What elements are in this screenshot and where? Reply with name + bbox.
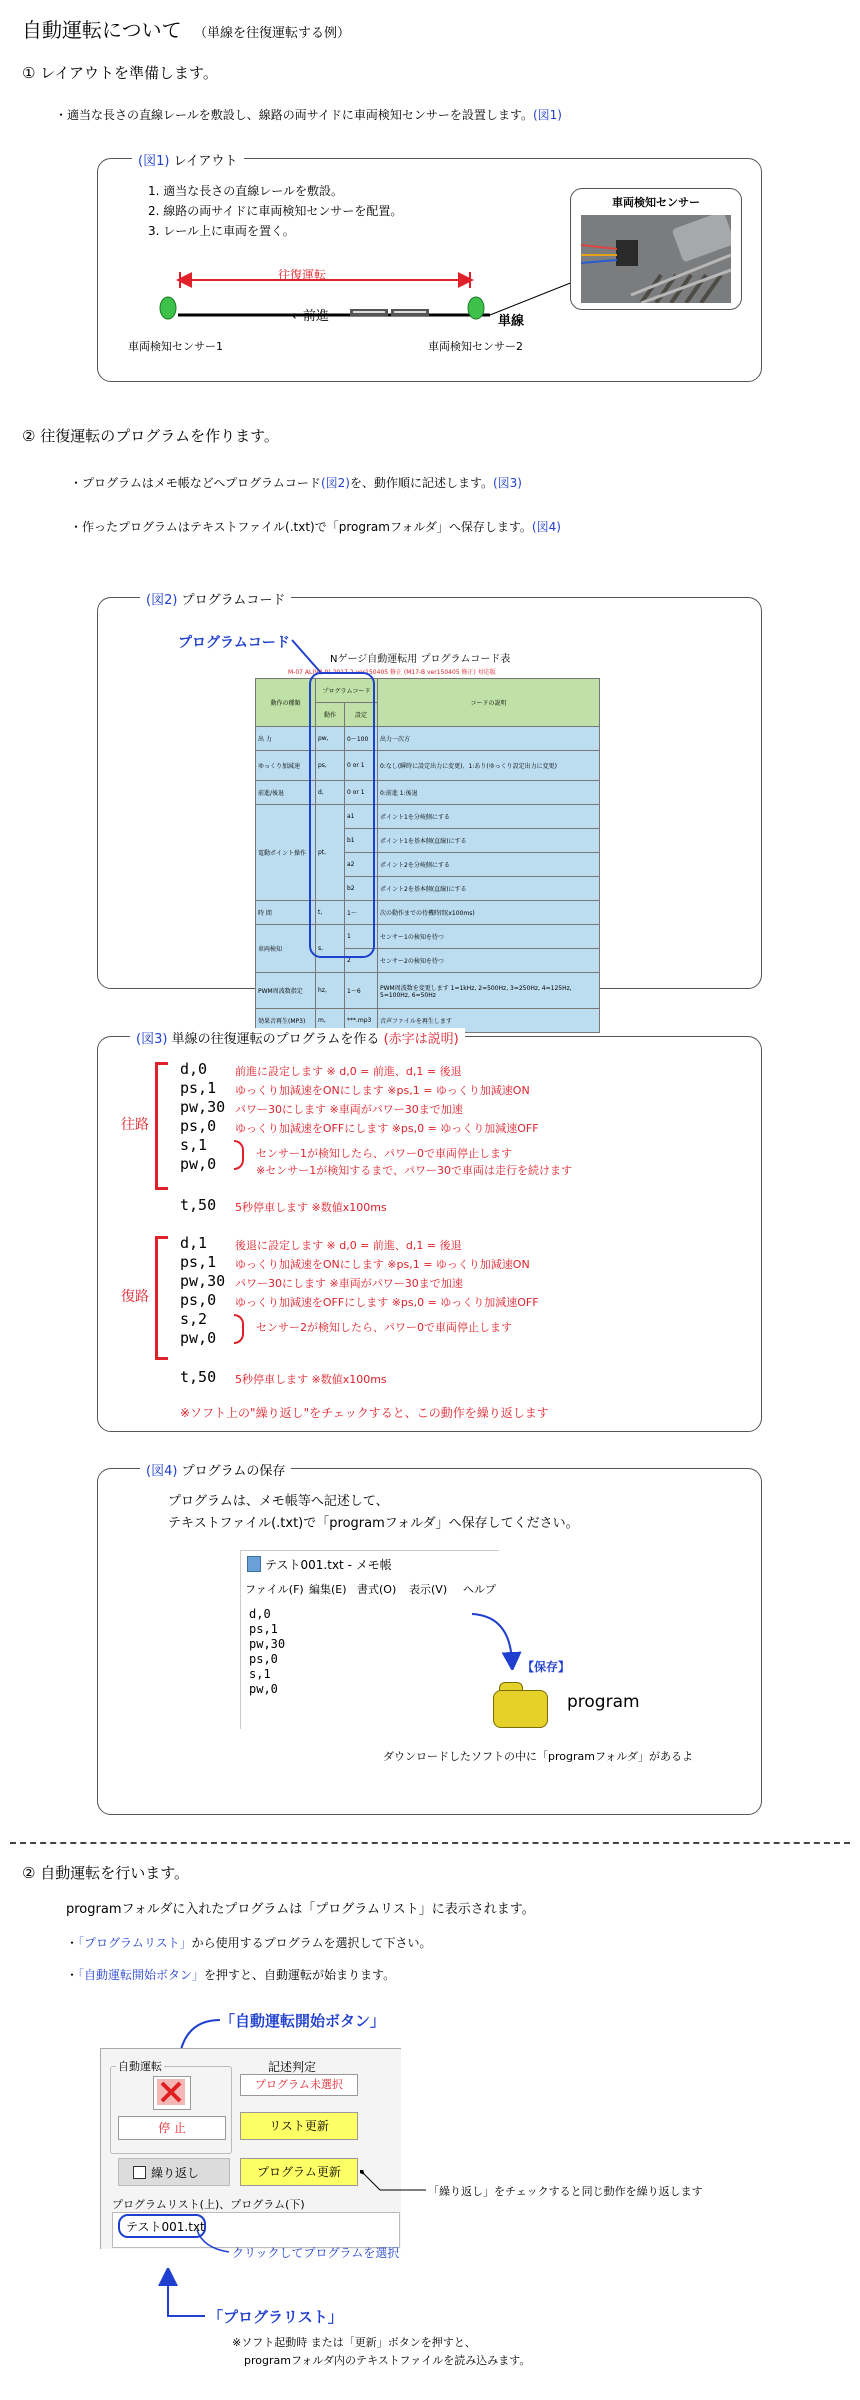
row-op: pt,	[316, 805, 345, 901]
code-line: pw,0	[180, 1155, 217, 1173]
th-val: 設定	[345, 703, 378, 727]
code-table-wrap	[255, 678, 600, 1033]
code-table	[255, 678, 600, 1033]
click-note: クリックしてプログラムを選択	[232, 2246, 400, 2260]
notepad-window	[240, 1550, 499, 1729]
folder-label: program	[567, 1692, 640, 1712]
sensor-photo	[581, 215, 731, 303]
fig4-line2: テキストファイル(.txt)で「programフォルダ」へ保存してください。	[168, 1516, 579, 1531]
fig3-legend	[130, 1028, 465, 1047]
section3-line1: programフォルダに入れたプログラムは「プログラムリスト」に表示されます。	[66, 1902, 535, 1917]
row-desc: 音声ファイルを再生します	[378, 1009, 600, 1033]
section2-bullet-2-text: ・作ったプログラムはテキストファイル(.txt)で「programフォルダ」へ保存します。	[70, 520, 532, 534]
outbound-bracket	[155, 1062, 168, 1190]
section1-bullet-text: ・適当な長さの直線レールを敷設し、線路の両サイドに車両検知センサーを設置します。	[55, 108, 533, 122]
forward-label: ←前進	[292, 309, 329, 324]
folder-icon	[493, 1682, 548, 1728]
repeat-label: 繰り返し	[151, 2166, 200, 2180]
title-sub: （単線を往復運転する例）	[193, 26, 350, 41]
fig1-legend-ref: (図1)	[138, 154, 170, 169]
start-button[interactable]	[153, 2076, 191, 2110]
code-column-highlight	[309, 672, 375, 958]
sensor2-label: 車両検知センサー2	[428, 340, 523, 353]
program-list-callout: 「プログラリスト」	[208, 2308, 343, 2326]
code-line: ps,1	[180, 1079, 217, 1097]
outbound-label: 往路	[121, 1117, 149, 1133]
repeat-checkbox[interactable]	[133, 2166, 146, 2179]
row-val: 1〜6	[345, 973, 378, 1009]
sensor1-icon	[160, 297, 176, 319]
code-line: pw,30	[180, 1272, 226, 1290]
section2-bullet-2	[70, 518, 561, 535]
notepad-line: ps,0	[249, 1652, 278, 1666]
row-val: a2	[345, 853, 378, 877]
sensor2-icon	[468, 297, 484, 319]
menu-format[interactable]: 書式(O)	[357, 1583, 397, 1596]
fig1-legend-label: レイアウト	[173, 154, 238, 169]
program-list-label: プログラムリスト(上)、プログラム(下)	[112, 2198, 305, 2211]
row-desc: ポイント1を基本側(直線)にする	[378, 829, 600, 853]
notepad-app-icon	[247, 1556, 261, 1572]
row-desc: 次の動作までの待機時間(x100ms)	[378, 901, 600, 925]
row-kind: ゆっくり加減速	[256, 751, 316, 781]
fig2-callout: プログラムコード	[178, 635, 290, 651]
row-desc: ポイント1を分岐側にする	[378, 805, 600, 829]
row-kind: 車両検知	[256, 925, 316, 973]
return-label: 復路	[121, 1289, 149, 1305]
section-divider	[10, 1842, 850, 1844]
section2-heading: ② 往復運転のプログラムを作ります。	[22, 427, 279, 445]
save-arrow	[470, 1610, 530, 1670]
code-desc: パワー30にします ※車両がパワー30まで加速	[235, 1103, 463, 1116]
section2-bullet-1	[70, 474, 522, 491]
code-line: ps,0	[180, 1291, 217, 1309]
row-val: b1	[345, 829, 378, 853]
status-label: 記述判定	[268, 2060, 317, 2074]
page-title	[22, 14, 350, 43]
section2-bullet-1-mid: を、動作順に記述します。	[349, 476, 493, 490]
th-kind: 動作の種類	[256, 679, 316, 727]
sensor-photo-frame	[570, 188, 742, 310]
row-val: 0〜100	[345, 727, 378, 751]
program-list-item[interactable]	[118, 2214, 206, 2238]
fig4-download-note: ダウンロードしたソフトの中に「programフォルダ」があるよ	[383, 1750, 693, 1763]
fig4-ref-link[interactable]: (図4)	[531, 520, 561, 534]
notepad-line: ps,1	[249, 1622, 278, 1636]
program-list-arrow	[150, 2268, 210, 2328]
row-val: a1	[345, 805, 378, 829]
row-op: t,	[316, 901, 345, 925]
code-table-title: Nゲージ自動運転用 プログラムコード表	[330, 654, 511, 665]
fig3-footer-note: ※ソフト上の"繰り返し"をチェックすると、この動作を繰り返します	[180, 1406, 549, 1420]
row-val: b2	[345, 877, 378, 901]
fig1-legend	[132, 150, 244, 169]
row-desc: ポイント2を分岐側にする	[378, 853, 600, 877]
section2-bullet-1-text: ・プログラムはメモ帳などへプログラムコード	[70, 476, 321, 490]
status-value: プログラム未選択	[240, 2074, 358, 2096]
fig1-step-1: 1. 適当な長さの直線レールを敷設。	[148, 184, 344, 198]
notepad-titlebar	[241, 1551, 499, 1575]
code-line: pw,0	[180, 1329, 217, 1347]
menu-edit[interactable]: 編集(E)	[309, 1583, 347, 1596]
row-val: ***.mp3	[345, 1009, 378, 1033]
code-line: s,2	[180, 1310, 208, 1328]
notepad-text[interactable]	[249, 1607, 285, 1697]
fig3-legend-ref: (図3)	[136, 1032, 168, 1047]
code-desc: ゆっくり加減速をONにします ※ps,1 = ゆっくり加減速ON	[235, 1258, 530, 1271]
program-list-link[interactable]: 「プログラムリスト」	[78, 1936, 192, 1950]
row-op: pw,	[316, 727, 345, 751]
fig2-ref-link[interactable]: (図2)	[320, 476, 350, 490]
code-line: t,50	[180, 1196, 217, 1214]
code-line: d,1	[180, 1234, 208, 1252]
update-program-button[interactable]: プログラム更新	[240, 2158, 358, 2186]
code-desc: 5秒停車します ※数値x100ms	[235, 1373, 387, 1386]
code-desc: ゆっくり加減速をOFFにします ※ps,0 = ゆっくり加減速OFF	[235, 1296, 539, 1309]
notepad-line: d,0	[249, 1607, 271, 1621]
row-desc: センサー1の検知を待つ	[378, 925, 600, 949]
return-bracket	[155, 1236, 168, 1360]
sensor-photo-title: 車両検知センサー	[612, 196, 700, 209]
code-desc: 前進に設定します ※ d,0 = 前進、d,1 = 後退	[235, 1065, 462, 1078]
row-desc: PWM周波数を変更します 1=1kHz, 2=500Hz, 3=250Hz, 4=125Hz, 5=100Hz, 6=50Hz	[378, 973, 600, 1009]
row-op: ps,	[316, 751, 345, 781]
notepad-line: s,1	[249, 1667, 271, 1681]
row-kind: PWM周波数指定	[256, 973, 316, 1009]
fig2-legend-label: プログラムコード	[181, 593, 286, 608]
row-val: 0 or 1	[345, 781, 378, 805]
row-kind: 電動ポイント操作	[256, 805, 316, 901]
click-note-line	[195, 2228, 235, 2258]
fig4-legend-ref: (図4)	[146, 1464, 178, 1479]
row-desc: 0:前進 1:後退	[378, 781, 600, 805]
row-desc: センサー2の検知を待つ	[378, 949, 600, 973]
fig3-legend-note: (赤字は説明)	[383, 1032, 459, 1047]
start-button-callout: 「自動運転開始ボタン」	[220, 2012, 386, 2030]
panel-note-2: programフォルダ内のテキストファイルを読み込みます。	[244, 2354, 531, 2367]
row-kind: 時 間	[256, 901, 316, 925]
refresh-list-button[interactable]: リスト更新	[240, 2112, 358, 2140]
fig1-ref-link[interactable]: (図1)	[532, 108, 562, 122]
repeat-checkbox-area[interactable]	[118, 2158, 230, 2186]
section3-heading: ② 自動運転を行います。	[22, 1864, 190, 1882]
row-desc: ポイント2を基本側(直線)にする	[378, 877, 600, 901]
menu-file[interactable]: ファイル(F)	[245, 1583, 304, 1596]
notepad-title: テスト001.txt - メモ帳	[265, 1558, 392, 1572]
row-val: 1	[345, 925, 378, 949]
start-button-icon	[157, 2079, 185, 2105]
notepad-line: pw,0	[249, 1682, 278, 1696]
auto-run-group-label: 自動運転	[118, 2060, 162, 2073]
row-op: s,	[316, 925, 345, 973]
row-op: d,	[316, 781, 345, 805]
title-main: 自動運転について	[22, 18, 182, 42]
sensor1-label: 車両検知センサー1	[128, 340, 223, 353]
code-desc: ゆっくり加減速をOFFにします ※ps,0 = ゆっくり加減速OFF	[235, 1122, 539, 1135]
note-sensor2: センサー2が検知したら、パワー0で車両停止します	[256, 1321, 512, 1334]
code-desc: パワー30にします ※車両がパワー30まで加速	[235, 1277, 463, 1290]
notepad-menubar	[241, 1581, 499, 1599]
fig4-legend-label: プログラムの保存	[181, 1464, 286, 1479]
row-desc: 出力一次方	[378, 727, 600, 751]
section1-heading: ① レイアウトを準備します。	[22, 64, 218, 82]
note-sensor1-continue: ※センサー1が検知するまで、パワー30で車両は走行を続けます	[256, 1164, 572, 1177]
row-desc: 0:なし(瞬時に設定出力に変更)、1:あり(ゆっくり設定出力に変更)	[378, 751, 600, 781]
code-table-subtitle: M-07 AL(V2.0) 2017.2 ver150405 修正 (M17-B ver150405 修正) 対応版	[288, 669, 496, 676]
fig3-legend-label: 単線の往復運転のプログラムを作る	[171, 1032, 380, 1047]
th-op: 動作	[316, 703, 345, 727]
row-kind: 効果音再生(MP3)	[256, 1009, 316, 1033]
code-line: ps,1	[180, 1253, 217, 1271]
code-line: t,50	[180, 1368, 217, 1386]
notepad-line: pw,30	[249, 1637, 286, 1651]
row-val: 2	[345, 949, 378, 973]
fig1-step-3: 3. レール上に車両を置く。	[148, 224, 295, 238]
section1-bullet	[55, 106, 562, 123]
repeat-note: 「繰り返し」をチェックすると同じ動作を繰り返します	[428, 2185, 703, 2198]
section3-bullet-2-text: を押すと、自動運転が始まります。	[204, 1968, 396, 1982]
menu-view[interactable]: 表示(V)	[409, 1583, 448, 1596]
auto-start-link[interactable]: 「自動運転開始ボタン」	[78, 1968, 205, 1982]
fig1-step-2: 2. 線路の両サイドに車両検知センサーを配置。	[148, 204, 403, 218]
th-desc: コードの説明	[378, 679, 600, 727]
row-val: 0 or 1	[345, 751, 378, 781]
row-val: 1〜	[345, 901, 378, 925]
section3-bullet-1-text: から使用するプログラムを選択して下さい。	[191, 1936, 432, 1950]
program-list-item-label: テスト001.txt	[126, 2220, 205, 2234]
code-line: pw,30	[180, 1098, 226, 1116]
row-op: m,	[316, 1009, 345, 1033]
fig4-line1: プログラムは、メモ帳等へ記述して、	[168, 1494, 389, 1509]
panel-note-1: ※ソフト起動時 または「更新」ボタンを押すと、	[232, 2336, 476, 2349]
row-kind: 出 力	[256, 727, 316, 751]
row-op: hz,	[316, 973, 345, 1009]
stop-button[interactable]: 停 止	[118, 2116, 226, 2140]
fig2-legend	[140, 589, 291, 608]
fig2-legend-ref: (図2)	[146, 593, 178, 608]
note-sensor1: センサー1が検知したら、パワー0で車両停止します	[256, 1147, 512, 1160]
code-line: ps,0	[180, 1117, 217, 1135]
repeat-note-arrow	[360, 2170, 430, 2200]
row-kind: 前進/後退	[256, 781, 316, 805]
th-code: プログラムコード	[316, 679, 378, 703]
save-label: 【保存】	[522, 1660, 571, 1674]
single-track-label: 単線	[498, 314, 525, 329]
fig3-ref-link[interactable]: (図3)	[492, 476, 522, 490]
code-line: s,1	[180, 1136, 208, 1154]
code-desc: ゆっくり加減速をONにします ※ps,1 = ゆっくり加減速ON	[235, 1084, 530, 1097]
menu-help[interactable]: ヘルプ	[463, 1583, 496, 1596]
code-line: d,0	[180, 1060, 208, 1078]
round-trip-label: 往復運転	[278, 268, 327, 282]
fig4-legend	[140, 1460, 291, 1479]
section3-bullet-2: ・「自動運転開始ボタン」を押すと、自動運転が始まります。	[66, 1968, 396, 1982]
code-desc: 5秒停車します ※数値x100ms	[235, 1201, 387, 1214]
section3-bullet-1: ・「プログラムリスト」から使用するプログラムを選択して下さい。	[66, 1936, 432, 1950]
code-desc: 後退に設定します ※ d,0 = 前進、d,1 = 後退	[235, 1239, 462, 1252]
